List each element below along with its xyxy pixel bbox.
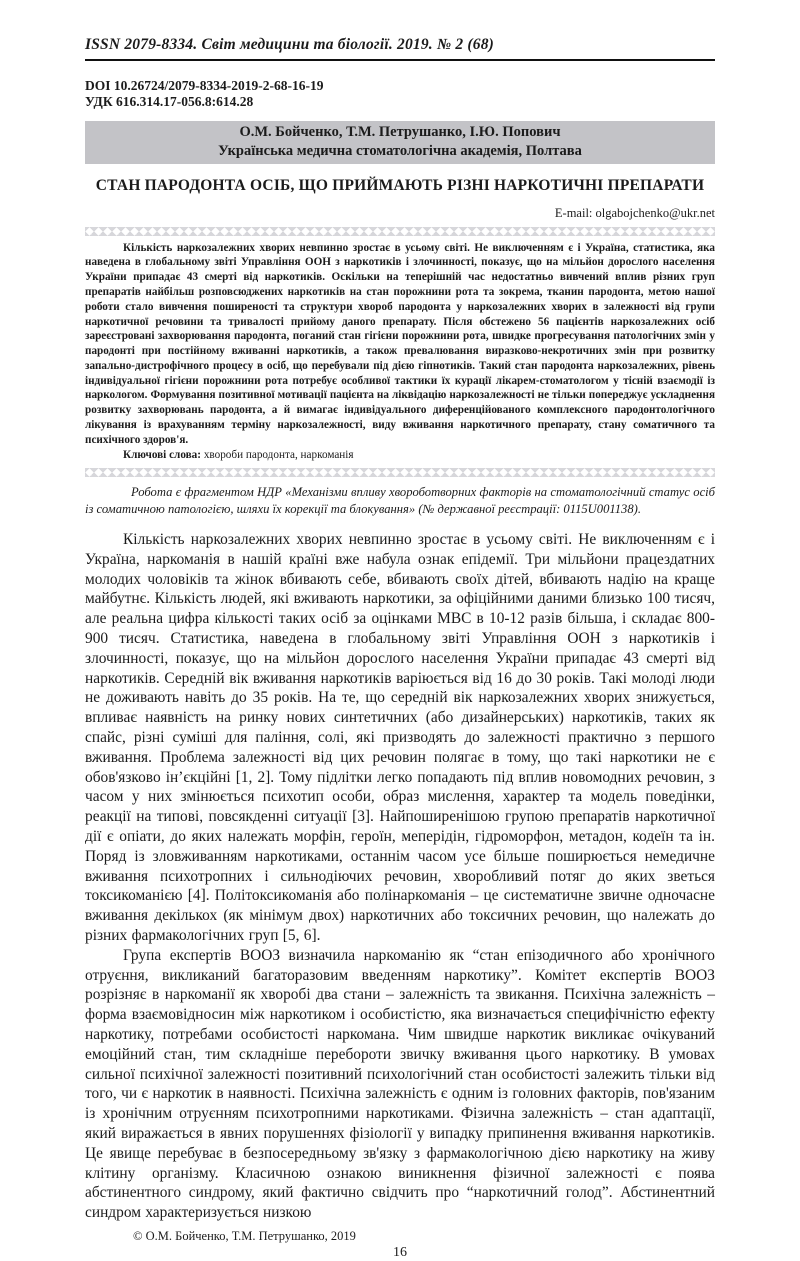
udc-line: УДК 616.314.17-056.8:614.28	[85, 94, 254, 110]
copyright-line: © О.М. Бойченко, Т.М. Петрушанко, 2019	[133, 1228, 356, 1243]
article-body	[85, 530, 715, 1223]
journal-issn-header: ISSN 2079-8334. Світ медицини та біології. 2019. № 2 (68)	[85, 36, 715, 61]
doi-udc-block	[85, 78, 715, 111]
body-paragraph-2: Група експертів ВООЗ визначила наркоманію як “стан епізодичного або хронічного отруєння, викликаний багаторазовим введенням наркотику”. Комітет експертів ВООЗ розрізняє в наркоманії як хворобі два стани – залежність та звикання. Психічна залежність – форма взаємовідносин між наркотиком і особистістю, яка визначається специфічністю ефекту наркотику, потребами особистості наркомана. Чим швидше наркотик викликає очікуваний емоційний стан, тим складніше перебороти звичку вживання цього наркотику. В умовах сильної психічної залежності позитивний психологічний стан особистості залежить тільки від того, чи є наркотик в наявності. Психічна залежність є одним із головних факторів, пов'язаним із хронічним отруєнням психотропними наркотиками. Фізична залежність – стан адаптації, який виражається в явних порушеннях фізіології у випадку припинення вживання наркотиків. Це явище перебуває в безпосередньому зв'язку з фармакологічною дією наркотику на живу клітину організму. Класичною ознакою виникнення фізичної залежності є поява абстинентного синдрому, який фактично свідчить про “наркотичний голод”. Абстинентний синдром характеризується низкою	[85, 946, 715, 1222]
zigzag-divider-top	[85, 227, 715, 236]
zigzag-divider-middle	[85, 468, 715, 477]
article-title: СТАН ПАРОДОНТА ОСІБ, ЩО ПРИЙМАЮТЬ РІЗНІ НАРКОТИЧНІ ПРЕПАРАТИ	[95, 176, 705, 194]
keywords-value: хвороби пародонта, наркоманія	[203, 448, 354, 461]
doi-line: DOI 10.26724/2079-8334-2019-2-68-16-19	[85, 78, 324, 93]
ndr-note: Робота є фрагментом НДР «Механізми впливу хвороботворних факторів на стоматологічний статус осіб із соматичною патологією, шляхи їх корекції та блокування» (№ державної реєстрації: 0115U001138).	[85, 485, 715, 516]
keywords-line	[85, 448, 715, 463]
page-number: 16	[393, 1244, 407, 1260]
keywords-label: Ключові слова:	[123, 448, 202, 461]
body-paragraph-1: Кількість наркозалежних хворих невпинно зростає в усьому світі. Не виключенням є і Україна, наркоманія в нашій країні вже набула ознак епідемії. Три мільйони працездатних молодих чоловіків та жінок вбивають себе, вбивають своїх дітей, вбивають надію на краще майбутнє. Кількість людей, які вживають наркотики, за офіційними даними близько 100 тисяч, але реальна цифра кількості таких осіб за оцінками МВС в 10-12 разів більша, і складає 800-900 тисяч. Статистика, наведена в глобальному звіті Управління ООН з наркотиків і злочинності, показує, що на мільйон дорослого населення України припадає 43 смерті від наркотиків. Середній вік вживання наркотиків варіюється від 16 до 30 років. Такі молоді люди не доживають навіть до 35 років. На те, що середній вік наркозалежних хворих знижується, впливає наявність на ринку нових синтетичних (або дизайнерських) наркотиків, таких як спайс, різні суміші для паління, солі, які призводять до залежності практично з першого вживання. Проблема залежності від цих речовин полягає в тому, що такі наркотики не є обов'язково ін’єкційні [1, 2]. Тому підлітки легко попадають під вплив новомодних речовин, з часом у них змінюється психотип особи, образ мислення, характер та модель поведінки, реакції на типові, повсякденні ситуації [3]. Найпоширенішою групою препаратів наркотичної дії є опіати, до яких належать морфін, героїн, меперідін, гідроморфон, метадон, кодеїн та ін. Поряд із зловживанням наркотиками, останнім часом усе більше поширюється немедичне вживання психотропних і сильнодіючих речовин, хворобливий потяг до яких зветься токсикоманією [4]. Політоксикоманія або полінаркоманія – це систематичне звичне одночасне вживання декількох (як мінімум двох) наркотичних або токсичних речовин, що належать до різних фармакологічних груп [5, 6].	[85, 531, 715, 944]
abstract-body: Кількість наркозалежних хворих невпинно зростає в усьому світі. Не виключенням є і Україна, статистика, яка наведена в глобальному звіті Управління ООН з наркотиків і злочинності, показує, що на мільйон дорослого населення України припадає 43 смерті від наркотиків. Оскільки на теперішній час недостатньо вивчений вплив різних груп препаратів найбільш розповсюджених наркотиків на стан порожнини рота та зокрема, тканин пародонта, метою нашої роботи стало вивчення поширеності та структури хвороб пародонта у наркозалежних хворих в залежності від групи наркотичної речовини та тривалості прийому даного препарату. Після обстежено 56 пацієнтів наркозалежних осіб зареєстровані захворювання пародонта, поганий стан гігієни порожнини рота, швидке прогресування патологічних змін у пародонті при постійному вживанні наркотиків, а також превалювання виразково-некротичних змін при розвитку запально-дистрофічного процесу в осіб, що перебували під дією гіпнотиків. Такий стан пародонта наркозалежних, рівень індивідуальної гігієни порожнини рота потребує особливої тактики їх курації лікарем-стоматологом у тісній взаємодії із наркологом. Формування позитивної мотивації пацієнта на ліквідацію наркозалежності не тільки попереджує ускладнення розвитку захворювань пародонта, а й вимагає індивідуального диференційованого комплексного пародонтологічного лікування із врахуванням терміну наркозалежності, виду вживання наркотичного препарату, стану соматичного та психічного здоров'я.	[85, 241, 715, 446]
affiliation-line: Українська медична стоматологічна академія, Полтава	[218, 142, 582, 159]
authors-band	[85, 121, 715, 164]
journal-page	[85, 0, 715, 1261]
email-line: E-mail: olgabojchenko@ukr.net	[554, 205, 715, 220]
authors-line: О.М. Бойченко, Т.М. Петрушанко, І.Ю. Попович	[239, 123, 561, 140]
abstract-text	[85, 241, 715, 448]
